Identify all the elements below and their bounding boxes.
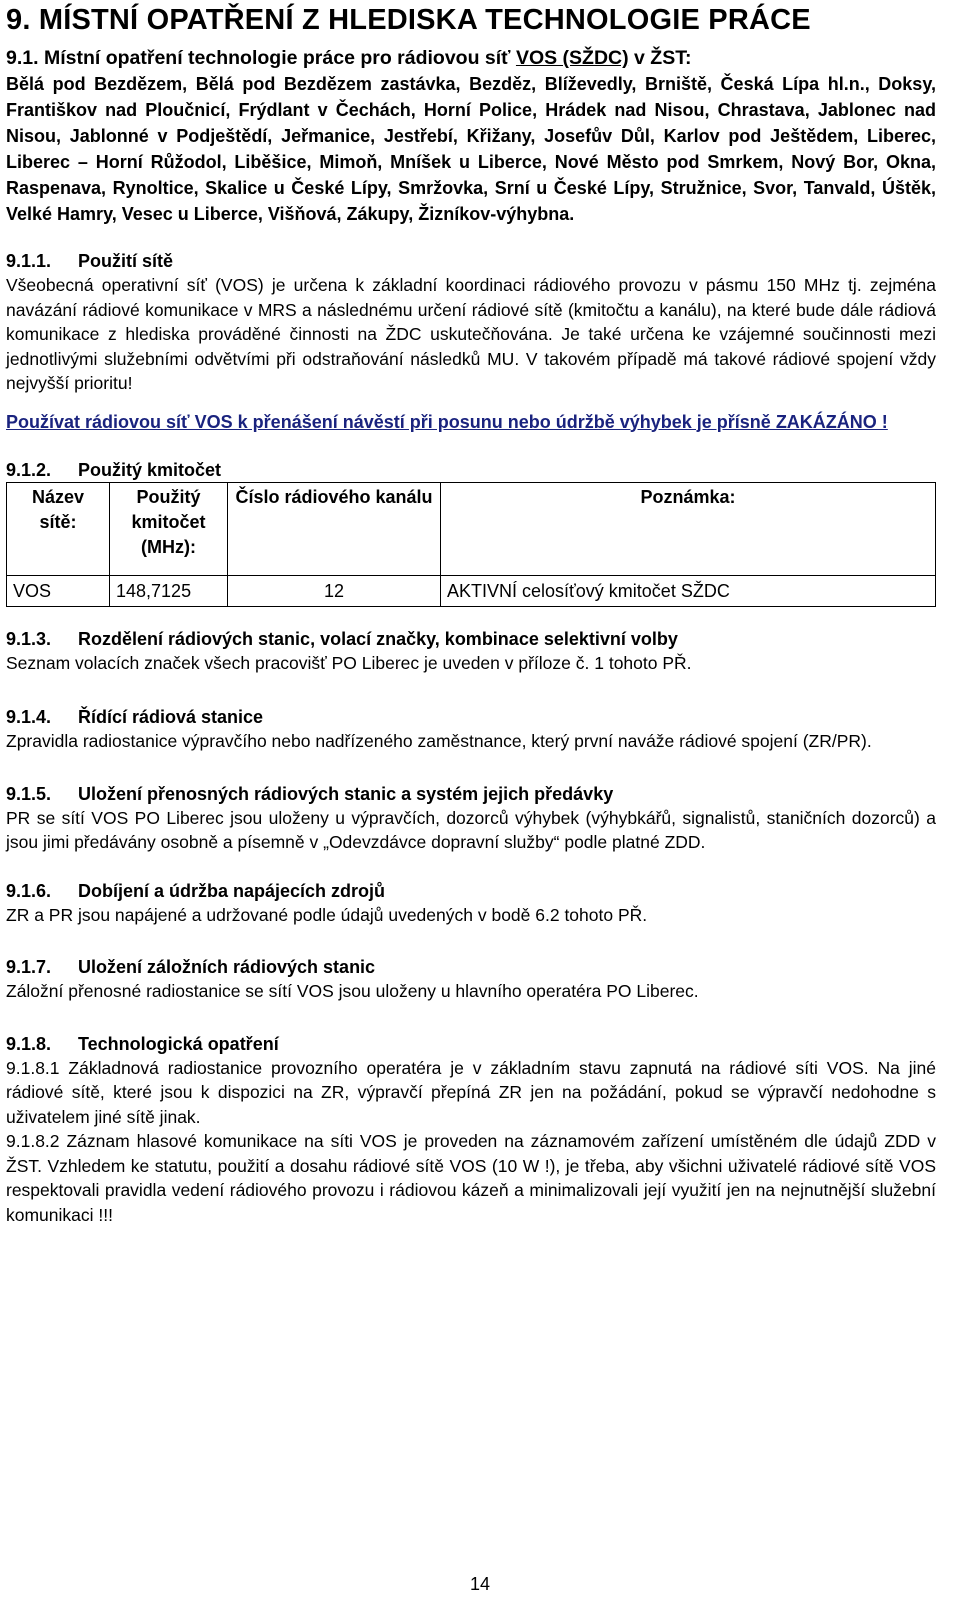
section-number: 9.1.8.: [6, 1033, 52, 1054]
section-9-1-8-heading: [6, 1032, 936, 1056]
cell-frequency: 148,7125: [110, 575, 228, 606]
section-9-1-title-text: Místní opatření technologie práce pro rádiovou síť: [43, 47, 516, 69]
document-page: [6, 0, 936, 1227]
chapter-title: 9. MÍSTNÍ OPATŘENÍ Z HLEDISKA TECHNOLOGIE PRÁCE: [6, 4, 811, 36]
section-9-1-3-heading: [6, 627, 936, 651]
header-channel: Číslo rádiového kanálu: [228, 482, 441, 575]
section-title: Použitý kmitočet: [78, 459, 222, 480]
prohibition-warning: Používat rádiovou síť VOS k přenášení návěstí při posunu nebo údržbě výhybek je přísně ZAKÁZÁNO !: [6, 411, 888, 432]
section-9-1-vos-link: VOS (SŽDC): [515, 47, 629, 69]
section-9-1-4-body: Zpravidla radiostanice výpravčího nebo nadřízeného zaměstnance, který první naváže rádiové spojení (ZR/PR).: [6, 731, 872, 751]
paragraph-number: 9.1.8.1: [6, 1057, 60, 1078]
section-9-1-heading: [6, 45, 936, 71]
section-title: Rozdělení rádiových stanic, volací značky, kombinace selektivní volby: [78, 628, 678, 649]
cell-network-name: VOS: [7, 575, 110, 606]
section-number: 9.1.5.: [6, 783, 52, 804]
section-number: 9.1.6.: [6, 880, 52, 901]
station-list: Bělá pod Bezdězem, Bělá pod Bezdězem zastávka, Bezděz, Blíževedly, Brniště, Česká Lípa hl.n., Doksy, Františkov nad Ploučnicí, Frýdlant v Čechách, Horní Police, Hrádek nad Nisou, Chrastava, Jablonec nad Nisou, Jablonné v Podještědí, Jeřmanice, Jestřebí, Křižany, Josefův Důl, Karlov pod Ještědem, Liberec, Liberec – Horní Růžodol, Liběšice, Mimoň, Mníšek u Liberce, Nové Město pod Smrkem, Nový Bor, Okna, Raspenava, Rynoltice, Skalice u České Lípy, Smržovka, Srní u České Lípy, Stružnice, Svor, Tanvald, Úštěk, Velké Hamry, Vesec u Liberce, Višňová, Zákupy, Žizníkov-výhybna.: [6, 74, 936, 224]
cell-channel: 12: [228, 575, 441, 606]
paragraph-9-1-8-2: [6, 1129, 936, 1227]
section-9-1-3-body: Seznam volacích značek všech pracovišť PO Liberec je uveden v příloze č. 1 tohoto PŘ.: [6, 652, 692, 673]
table-header-row: [7, 482, 936, 575]
section-9-1-5-heading: [6, 782, 936, 806]
section-9-1-2-heading: [6, 458, 936, 482]
section-title: Uložení přenosných rádiových stanic a systém jejich předávky: [78, 783, 614, 804]
section-number: 9.1.1.: [6, 251, 52, 271]
section-title: Použití sítě: [78, 251, 174, 271]
section-title: Technologická opatření: [78, 1033, 279, 1054]
section-9-1-6-body: ZR a PR jsou napájené a udržované podle údajů uvedených v bodě 6.2 tohoto PŘ.: [6, 904, 648, 925]
section-number: 9.1.3.: [6, 628, 52, 649]
paragraph-number: 9.1.8.2: [6, 1131, 60, 1151]
section-9-1-1-body: Všeobecná operativní síť (VOS) je určena k základní koordinaci rádiového provozu v pásmu 150 MHz tj. zejména navázání rádiové komunikace v MRS a následnému určení rádiové sítě (kmitočtu a kanálu), na které bude dále rádiová komunikace z hlediska prováděné činnosti na ŽDC uskutečňována. Je také určena ke vzájemné součinnosti mezi jednotlivými služebními odvětvími při odstraňování následků MU. V takovém případě má takové rádiové spojení vždy nejvyšší prioritu!: [6, 275, 936, 393]
section-9-1-5-body: PR se sítí VOS PO Liberec jsou uloženy u výpravčích, dozorců výhybek (výhybkářů, signalistů, staničních dozorců) a jsou jimi předávány osobně a písemně v „Odevzdávce dopravní služby“ podle platné ZDD.: [6, 807, 936, 852]
section-number: 9.1.2.: [6, 459, 52, 480]
header-note: Poznámka:: [441, 482, 936, 575]
section-9-1-1-heading: [6, 249, 936, 273]
page-number: 14: [469, 1574, 491, 1594]
paragraph-9-1-8-1: [6, 1056, 936, 1130]
section-9-1-6-heading: [6, 879, 936, 903]
frequency-table: [6, 482, 936, 607]
header-network-name: Název sítě:: [7, 482, 110, 575]
section-title: Uložení záložních rádiových stanic: [78, 957, 376, 977]
section-9-1-title: [44, 47, 692, 69]
paragraph-text: Základnová radiostanice provozního operatéra je v základním stavu zapnutá na rádiové síti VOS. Na jiné rádiové sítě, které jsou k dispozici na ZR, výpravčí přepíná ZR jen na požádání, pokud se výpravčí nedohodne s uživatelem jiné sítě jinak.: [6, 1057, 936, 1127]
cell-note: AKTIVNÍ celosíťový kmitočet SŽDC: [441, 575, 936, 606]
section-9-1-number: 9.1.: [6, 47, 39, 69]
section-number: 9.1.7.: [6, 957, 52, 977]
section-9-1-4-heading: [6, 705, 936, 729]
section-number: 9.1.4.: [6, 707, 52, 727]
section-title: Dobíjení a údržba napájecích zdrojů: [78, 880, 386, 901]
header-frequency: Použitý kmitočet (MHz):: [110, 482, 228, 575]
paragraph-text: Záznam hlasové komunikace na síti VOS je proveden na záznamovém zařízení umístěném dle údajů ZDD v ŽST. Vzhledem ke statutu, použití a dosahu rádiové sítě VOS (10 W !), je třeba, aby všichni uživatelé rádiové sítě VOS respektovali pravidla vedení rádiového provozu i rádiovou kázeň a minimalizovali její využití jen na nejnutnější služební komunikaci !!!: [6, 1131, 936, 1225]
section-9-1-7-body: Záložní přenosné radiostanice se sítí VOS jsou uloženy u hlavního operatéra PO Liberec.: [6, 981, 699, 1001]
section-9-1-title-suffix: v ŽST:: [628, 47, 692, 69]
table-row: [7, 575, 936, 606]
section-9-1-7-heading: [6, 955, 936, 979]
section-title: Řídící rádiová stanice: [78, 707, 264, 727]
